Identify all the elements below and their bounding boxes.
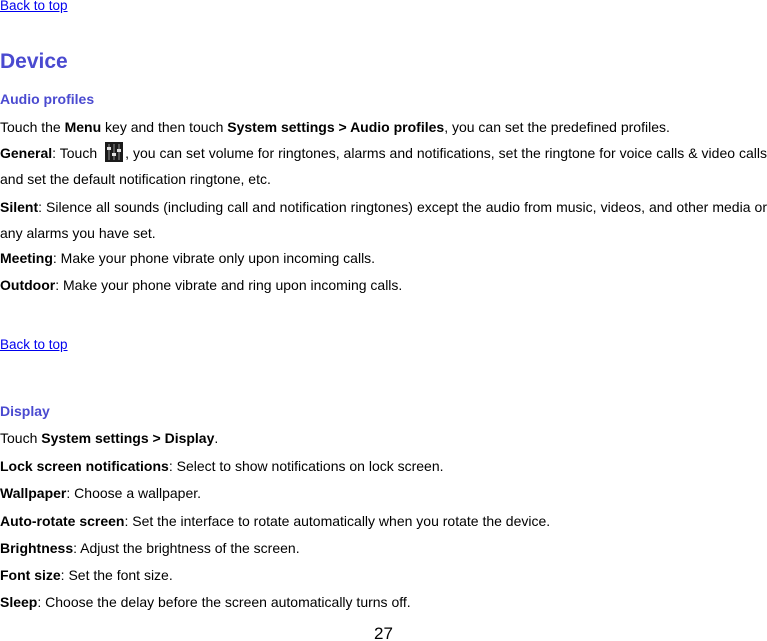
display-heading: Display	[0, 403, 50, 419]
lock-screen-text: : Select to show notifications on lock screen.	[168, 458, 444, 474]
outdoor-profile-description	[0, 277, 402, 294]
intro-text: .	[214, 430, 219, 446]
brightness-text: : Adjust the brightness of the screen.	[73, 540, 300, 556]
menu-key-label: Menu	[64, 119, 102, 135]
back-to-top-link[interactable]: Back to top	[0, 0, 68, 13]
font-size-description	[0, 567, 173, 584]
silent-term: Silent	[0, 199, 39, 215]
font-size-text: : Set the font size.	[60, 567, 173, 583]
lock-screen-term: Lock screen notifications	[0, 458, 169, 474]
sleep-term: Sleep	[0, 594, 38, 610]
outdoor-text: : Make your phone vibrate and ring upon incoming calls.	[55, 277, 403, 293]
meeting-term: Meeting	[0, 250, 53, 266]
general-term: General	[0, 145, 53, 161]
auto-rotate-term: Auto-rotate screen	[0, 513, 125, 529]
page-number: 27	[374, 624, 393, 641]
general-text: , you can set volume for ringtones, alarms and notifications, set the ringtone for voice calls & video calls and set the default notification ringtone, etc.	[0, 145, 767, 187]
audio-profiles-intro	[0, 119, 670, 136]
intro-text: Touch	[0, 430, 42, 446]
settings-adjust-icon	[105, 142, 123, 162]
brightness-description	[0, 540, 300, 557]
silent-profile-description	[0, 194, 767, 246]
meeting-profile-description	[0, 250, 375, 267]
back-to-top-link[interactable]: Back to top	[0, 337, 68, 352]
silent-text: : Silence all sounds (including call and notification ringtones) except the audio from music, videos, and other media or any alarms you have set.	[0, 199, 767, 241]
outdoor-term: Outdoor	[0, 277, 56, 293]
audio-profiles-heading: Audio profiles	[0, 91, 95, 107]
device-heading: Device	[0, 50, 68, 73]
intro-text: , you can set the predefined profiles.	[444, 119, 670, 135]
auto-rotate-description	[0, 513, 550, 530]
sleep-description	[0, 594, 411, 611]
auto-rotate-text: : Set the interface to rotate automatically when you rotate the device.	[124, 513, 551, 529]
meeting-text: : Make your phone vibrate only upon incoming calls.	[52, 250, 376, 266]
lock-screen-notifications-description	[0, 458, 444, 475]
wallpaper-text: : Choose a wallpaper.	[66, 485, 202, 501]
brightness-term: Brightness	[0, 540, 74, 556]
settings-path-label: System settings > Audio profiles	[227, 119, 445, 135]
wallpaper-description	[0, 485, 201, 502]
settings-path-label: System settings > Display	[41, 430, 215, 446]
general-text: : Touch	[52, 145, 102, 161]
intro-text: key and then touch	[101, 119, 228, 135]
display-intro	[0, 430, 218, 447]
wallpaper-term: Wallpaper	[0, 485, 67, 501]
sleep-text: : Choose the delay before the screen automatically turns off.	[37, 594, 411, 610]
font-size-term: Font size	[0, 567, 61, 583]
general-profile-description	[0, 140, 767, 192]
intro-text: Touch the	[0, 119, 65, 135]
